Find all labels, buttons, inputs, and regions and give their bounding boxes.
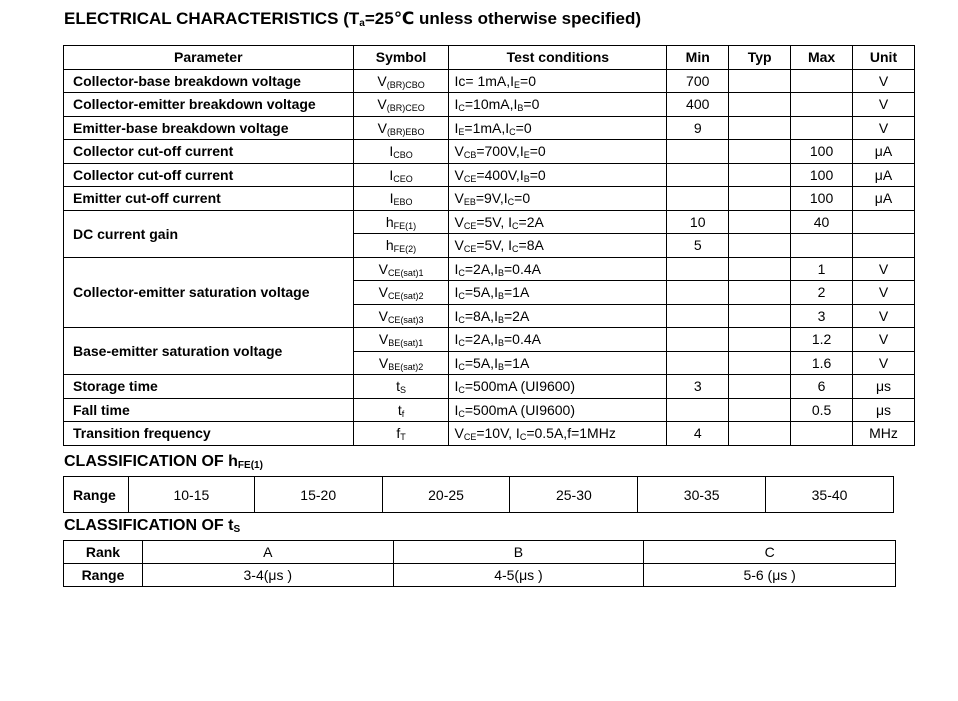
test-subscript: B [497,291,504,302]
test-text: =1A [503,284,530,301]
max-cell: 2 [791,281,853,305]
test-conditions-cell [449,398,667,422]
unit-cell: μs [853,375,915,399]
electrical-characteristics-table [63,45,915,446]
min-cell: 9 [667,116,729,140]
typ-cell [729,116,791,140]
typ-cell [729,304,791,328]
ts-rank-value: C [644,541,896,564]
table-row [64,140,915,164]
unit-cell [853,210,915,234]
test-conditions-cell [449,257,667,281]
table-row [64,422,915,446]
table-row [64,116,915,140]
symbol-cell [353,210,449,234]
ts-rank-value: B [393,541,644,564]
parameter-cell: DC current gain [64,210,354,257]
min-cell: 4 [667,422,729,446]
symbol-cell [353,93,449,117]
parameter-cell: Emitter cut-off current [64,187,354,211]
typ-cell [729,375,791,399]
test-text: I [454,96,459,113]
test-text: =10V, I [476,425,520,442]
test-text: I [454,354,459,371]
table-header-row [64,46,915,70]
header-parameter: Parameter [64,46,354,70]
test-text: =5V, I [476,213,513,230]
test-text: V [454,143,464,160]
test-subscript: B [497,361,504,372]
typ-cell [729,210,791,234]
max-cell: 6 [791,375,853,399]
unit-cell: V [853,328,915,352]
table-row [64,477,894,513]
symbol-cell [353,140,449,164]
table-row [64,398,915,422]
symbol-cell [353,328,449,352]
test-conditions-cell [449,328,667,352]
symbol-subscript: S [399,385,406,396]
test-text: V [454,237,464,254]
typ-cell [729,140,791,164]
test-text: =2A [518,213,544,230]
test-text: I [454,284,459,301]
typ-cell [729,398,791,422]
max-cell: 100 [791,187,853,211]
test-subscript: B [517,103,524,114]
test-subscript: C [458,338,465,349]
symbol-base: V [377,96,387,113]
min-cell [667,140,729,164]
ts-rank-label: Rank [64,541,143,564]
symbol-base: V [377,119,387,136]
min-cell: 10 [667,210,729,234]
test-text: =0.4A [503,331,541,348]
test-subscript: C [519,432,527,443]
symbol-subscript: FE(1) [393,220,417,231]
symbol-subscript: BE(sat)1 [388,338,424,349]
symbol-base: t [397,401,402,418]
unit-cell: MHz [853,422,915,446]
symbol-subscript: CE(sat)3 [387,314,424,325]
test-subscript: C [512,244,519,255]
symbol-base: V [378,284,388,301]
symbol-cell [353,304,449,328]
test-text: Ic= 1mA,I [454,72,515,89]
test-subscript: C [458,291,465,302]
parameter-cell: Base-emitter saturation voltage [64,328,354,375]
typ-cell [729,422,791,446]
symbol-subscript: CBO [393,150,413,161]
table-row [64,375,915,399]
test-subscript: B [497,314,504,325]
test-text: =0 [523,96,540,113]
typ-cell [729,69,791,93]
max-cell [791,69,853,93]
test-text: =10mA,I [464,96,518,113]
test-conditions-cell [449,351,667,375]
test-subscript: C [458,361,465,372]
ts-range-value: 4-5(μs ) [393,564,644,587]
table-row [64,163,915,187]
test-conditions-cell [449,210,667,234]
symbol-base: h [385,237,394,254]
symbol-cell [353,257,449,281]
symbol-base: t [396,378,400,395]
symbol-base: V [378,307,388,324]
unit-cell: V [853,116,915,140]
unit-cell: μA [853,187,915,211]
test-conditions-cell [449,234,667,258]
min-cell: 700 [667,69,729,93]
test-text: I [454,260,459,277]
parameter-cell: Collector cut-off current [64,163,354,187]
test-text: I [454,401,459,418]
test-text: =400V,I [476,166,524,183]
typ-cell [729,234,791,258]
test-subscript: C [507,197,515,208]
test-text: V [454,166,464,183]
symbol-base: V [378,354,389,371]
symbol-subscript: CE(sat)1 [387,267,424,278]
test-subscript: C [458,103,465,114]
max-cell [791,234,853,258]
unit-cell: V [853,304,915,328]
min-cell [667,398,729,422]
test-text: =0 [515,119,532,136]
table-row [64,328,915,352]
symbol-subscript: f [401,408,405,419]
parameter-cell: Collector cut-off current [64,140,354,164]
test-text: =5A,I [464,284,498,301]
min-cell [667,304,729,328]
test-subscript: C [458,385,465,396]
min-cell [667,281,729,305]
symbol-base: I [389,190,394,207]
test-text: =0 [514,190,531,207]
min-cell [667,257,729,281]
typ-cell [729,257,791,281]
symbol-subscript: (BR)EBO [386,126,425,137]
test-subscript: E [523,150,530,161]
test-subscript: CE [463,244,477,255]
test-text: V [454,213,464,230]
unit-cell: μA [853,163,915,187]
min-cell [667,351,729,375]
test-text: I [454,307,459,324]
symbol-base: h [385,213,394,230]
hfe-range-value: 25-30 [510,477,638,513]
test-subscript: CE [463,173,477,184]
test-subscript: E [458,126,465,137]
symbol-subscript: EBO [393,197,413,208]
ts-classification-table [63,540,896,587]
hfe-classification-heading: CLASSIFICATION OF $h_{FE(1)}$ [64,453,263,471]
unit-cell: μA [853,140,915,164]
test-text: =1A [503,354,530,371]
min-cell [667,163,729,187]
symbol-base: I [389,143,394,160]
page-title: ELECTRICAL CHARACTERISTICS ($T_a=25℃$ unless otherwise specified) [64,9,642,29]
max-cell: 0.5 [791,398,853,422]
parameter-cell: Collector-emitter breakdown voltage [64,93,354,117]
unit-cell: V [853,281,915,305]
parameter-cell: Storage time [64,375,354,399]
hfe-range-value: 35-40 [766,477,894,513]
symbol-subscript: BE(sat)2 [388,361,424,372]
test-subscript: C [458,314,465,325]
symbol-subscript: CE(sat)2 [387,291,424,302]
header-symbol: Symbol [353,46,449,70]
min-cell [667,328,729,352]
test-conditions-cell [449,422,667,446]
header-max: Max [791,46,853,70]
test-text: =5V, I [476,237,513,254]
max-cell [791,116,853,140]
table-row [64,541,896,564]
test-text: =0 [529,166,546,183]
test-text: =2A,I [464,331,498,348]
max-cell: 1.6 [791,351,853,375]
parameter-cell: Fall time [64,398,354,422]
header-typ: Typ [729,46,791,70]
symbol-subscript: T [400,432,406,443]
test-subscript: B [497,338,504,349]
symbol-base: V [378,260,388,277]
max-cell [791,422,853,446]
unit-cell [853,234,915,258]
test-text: =0.4A [503,260,541,277]
unit-cell: V [853,257,915,281]
test-conditions-cell [449,304,667,328]
symbol-subscript: FE(2) [393,244,417,255]
test-conditions-cell [449,69,667,93]
test-text: =0 [520,72,536,89]
test-subscript: C [458,408,465,419]
max-cell: 1.2 [791,328,853,352]
test-text: =9V,I [475,190,508,207]
test-text: =2A,I [464,260,498,277]
test-conditions-cell [449,187,667,211]
unit-cell: V [853,69,915,93]
test-conditions-cell [449,140,667,164]
max-cell: 100 [791,163,853,187]
symbol-cell [353,351,449,375]
parameter-cell: Collector-emitter saturation voltage [64,257,354,328]
unit-cell: V [853,93,915,117]
test-text: =1mA,I [464,119,510,136]
test-text: =500mA (UI9600) [464,401,575,418]
header-min: Min [667,46,729,70]
typ-cell [729,351,791,375]
typ-cell [729,93,791,117]
test-subscript: CE [463,220,477,231]
symbol-cell [353,375,449,399]
symbol-base: V [377,72,387,89]
symbol-cell [353,116,449,140]
table-row [64,69,915,93]
hfe-classification-table [63,476,894,513]
test-text: =5A,I [464,354,498,371]
test-conditions-cell [449,93,667,117]
unit-cell: V [853,351,915,375]
test-subscript: B [523,173,530,184]
max-cell: 3 [791,304,853,328]
ts-classification-heading: CLASSIFICATION OF $t_S$ [64,517,241,535]
min-cell [667,187,729,211]
ts-range-value: 3-4(μs ) [142,564,393,587]
symbol-cell [353,234,449,258]
test-text: I [454,331,459,348]
hfe-range-value: 30-35 [638,477,766,513]
test-subscript: CB [463,150,477,161]
test-conditions-cell [449,281,667,305]
symbol-subscript: (BR)CEO [386,103,425,114]
min-cell: 5 [667,234,729,258]
table-row [64,257,915,281]
test-text: =2A [503,307,530,324]
symbol-cell [353,398,449,422]
test-text: =0 [529,143,546,160]
test-subscript: C [509,126,516,137]
hfe-range-value: 15-20 [254,477,382,513]
max-cell: 100 [791,140,853,164]
symbol-cell [353,281,449,305]
table-row [64,93,915,117]
max-cell: 40 [791,210,853,234]
symbol-subscript: (BR)CBO [386,79,425,90]
typ-cell [729,163,791,187]
typ-cell [729,281,791,305]
test-text: V [454,190,464,207]
test-subscript: B [497,267,504,278]
parameter-cell: Collector-base breakdown voltage [64,69,354,93]
test-text: =8A [518,237,544,254]
min-cell: 3 [667,375,729,399]
symbol-cell [353,163,449,187]
symbol-base: V [378,331,389,348]
test-text: =0.5A,f=1MHz [526,425,616,442]
table-row [64,564,896,587]
table-row [64,210,915,234]
test-text: I [454,378,459,395]
test-conditions-cell [449,163,667,187]
parameter-cell: Transition frequency [64,422,354,446]
max-cell: 1 [791,257,853,281]
test-subscript: C [458,267,465,278]
table-row [64,187,915,211]
test-conditions-cell [449,375,667,399]
min-cell: 400 [667,93,729,117]
header-unit: Unit [853,46,915,70]
typ-cell [729,328,791,352]
test-subscript: EB [463,197,476,208]
test-text: =700V,I [476,143,524,160]
hfe-range-label: Range [64,477,129,513]
max-cell [791,93,853,117]
test-subscript: CE [463,432,477,443]
symbol-base: I [389,166,394,183]
test-conditions-cell [449,116,667,140]
symbol-subscript: CEO [393,173,413,184]
header-test-conditions: Test conditions [449,46,667,70]
hfe-range-value: 20-25 [382,477,510,513]
test-text: =500mA (UI9600) [464,378,575,395]
parameter-cell: Emitter-base breakdown voltage [64,116,354,140]
ts-range-value: 5-6 (μs ) [644,564,896,587]
hfe-range-value: 10-15 [128,477,254,513]
symbol-base: f [396,425,401,442]
symbol-cell [353,187,449,211]
test-subscript: E [514,79,521,90]
symbol-cell [353,422,449,446]
test-text: I [454,119,459,136]
unit-cell: μs [853,398,915,422]
symbol-cell [353,69,449,93]
test-text: =8A,I [464,307,498,324]
ts-rank-value: A [142,541,393,564]
typ-cell [729,187,791,211]
ts-range-label: Range [64,564,143,587]
test-subscript: C [512,220,519,231]
test-text: V [454,425,464,442]
